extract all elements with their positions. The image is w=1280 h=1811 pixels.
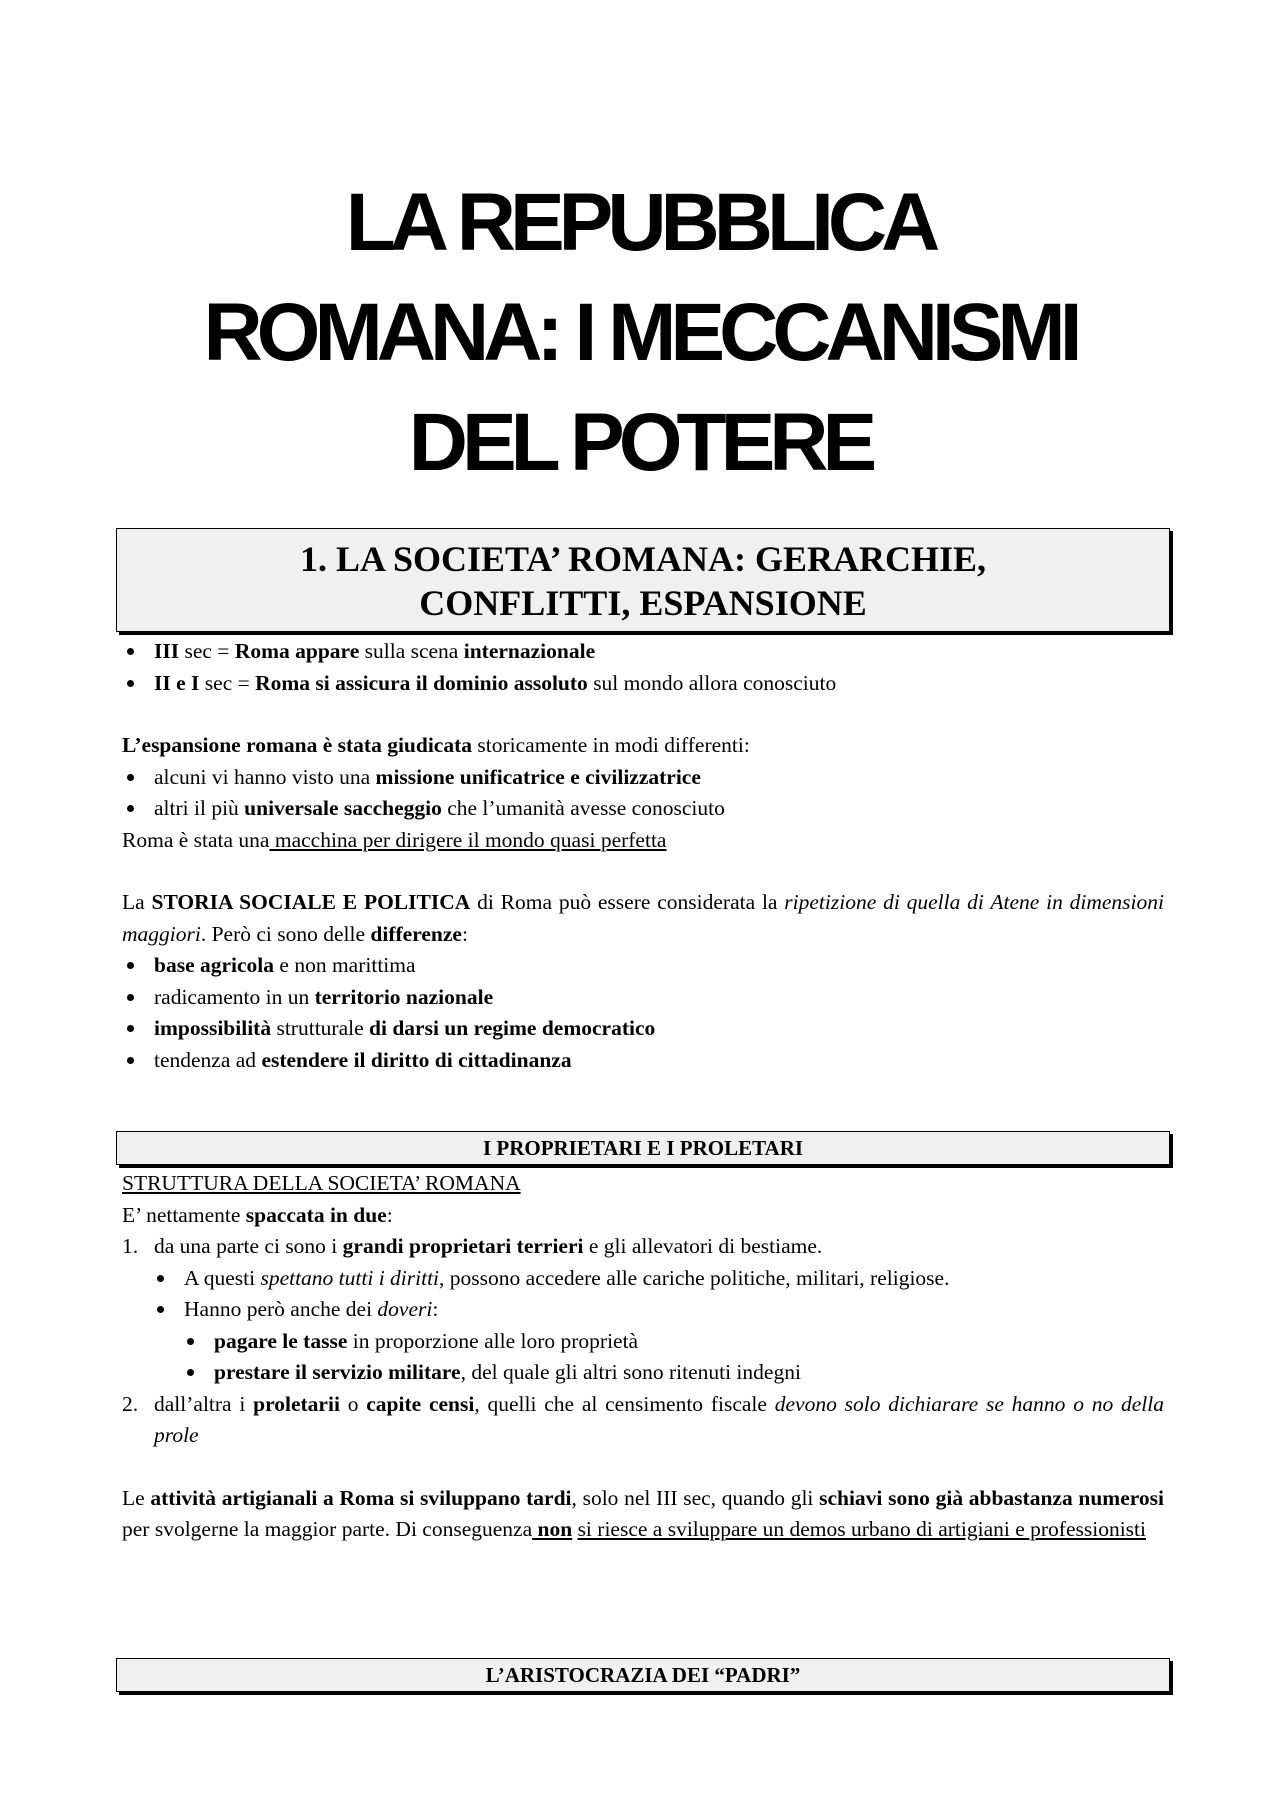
section-1-heading-line-1: 1. LA SOCIETA’ ROMANA: GERARCHIE, (299, 539, 987, 579)
list-item: II e I sec = Roma si assicura il dominio assoluto sul mondo allora conosciuto (122, 668, 1164, 700)
society-list (122, 1231, 1164, 1263)
section-2-body (122, 1168, 1164, 1546)
section-3-heading-box (116, 1658, 1170, 1692)
list-item: prestare il servizio militare, del quale gli altri sono ritenuti indegni (182, 1357, 1164, 1389)
list-item: altri il più universale saccheggio che l’umanità avesse conosciuto (122, 793, 1164, 825)
society-list-continued (122, 1389, 1164, 1452)
section-1-heading-line-2: CONFLITTI, ESPANSIONE (419, 583, 867, 623)
main-title-line-3: DEL POTERE (408, 397, 872, 488)
list-item: 1. da una parte ci sono i grandi proprietari terrieri e gli allevatori di bestiame. (122, 1234, 823, 1258)
main-title (0, 168, 1280, 498)
list-item: pagare le tasse in proporzione alle loro proprietà (182, 1326, 1164, 1358)
duties-sublist (182, 1326, 1164, 1389)
list-item: radicamento in un territorio nazionale (122, 982, 1164, 1014)
section-1-body (122, 636, 1164, 1076)
main-title-line-1: LA REPUBBLICA (345, 177, 935, 268)
list-item: 2. dall’altra i proletarii o capite censi, quelli che al censimento fiscale devono solo dichiarare se hanno o no della prole (122, 1391, 1164, 1447)
list-item: tendenza ad estendere il diritto di cittadinanza (122, 1045, 1164, 1077)
list-item: A questi spettano tutti i diritti, possono accedere alle cariche politiche, militari, religiose. (152, 1263, 1164, 1295)
roma-paragraph: Roma è stata una macchina per dirigere il mondo quasi perfetta (122, 827, 667, 852)
list-item: Hanno però anche dei doveri: (152, 1294, 1164, 1326)
section-2-intro: E’ nettamente spaccata in due: (122, 1202, 393, 1227)
owners-sublist (152, 1263, 1164, 1326)
artigiani-paragraph: Le attività artigianali a Roma si sviluppano tardi, solo nel III sec, quando gli schiavi sono già abbastanza numerosi per svolgerne la maggior parte. Di conseguenza non si riesce a sviluppare un demos urbano di artigiani e professionisti (122, 1485, 1164, 1541)
list-item: III sec = Roma appare sulla scena internazionale (122, 636, 1164, 668)
section-2-heading-box (116, 1131, 1170, 1165)
list-item: base agricola e non marittima (122, 950, 1164, 982)
list-item: impossibilità strutturale di darsi un regime democratico (122, 1013, 1164, 1045)
century-list (122, 636, 1164, 699)
list-item: alcuni vi hanno visto una missione unificatrice e civilizzatrice (122, 762, 1164, 794)
section-3-heading: L’ARISTOCRAZIA DEI “PADRI” (485, 1663, 801, 1687)
section-1-heading-box (116, 528, 1170, 632)
section-2-subheading: STRUTTURA DELLA SOCIETA’ ROMANA (122, 1171, 521, 1195)
espansione-paragraph: L’espansione romana è stata giudicata storicamente in modi differenti: (122, 733, 750, 757)
espansione-list (122, 762, 1164, 825)
main-title-line-2: ROMANA: I MECCANISMI (203, 287, 1077, 378)
section-2-heading: I PROPRIETARI E I PROLETARI (482, 1136, 804, 1160)
storia-paragraph: La STORIA SOCIALE E POLITICA di Roma può essere considerata la ripetizione di quella di Atene in dimensioni maggiori. Però ci sono delle differenze: (122, 890, 1164, 946)
differenze-list (122, 950, 1164, 1076)
